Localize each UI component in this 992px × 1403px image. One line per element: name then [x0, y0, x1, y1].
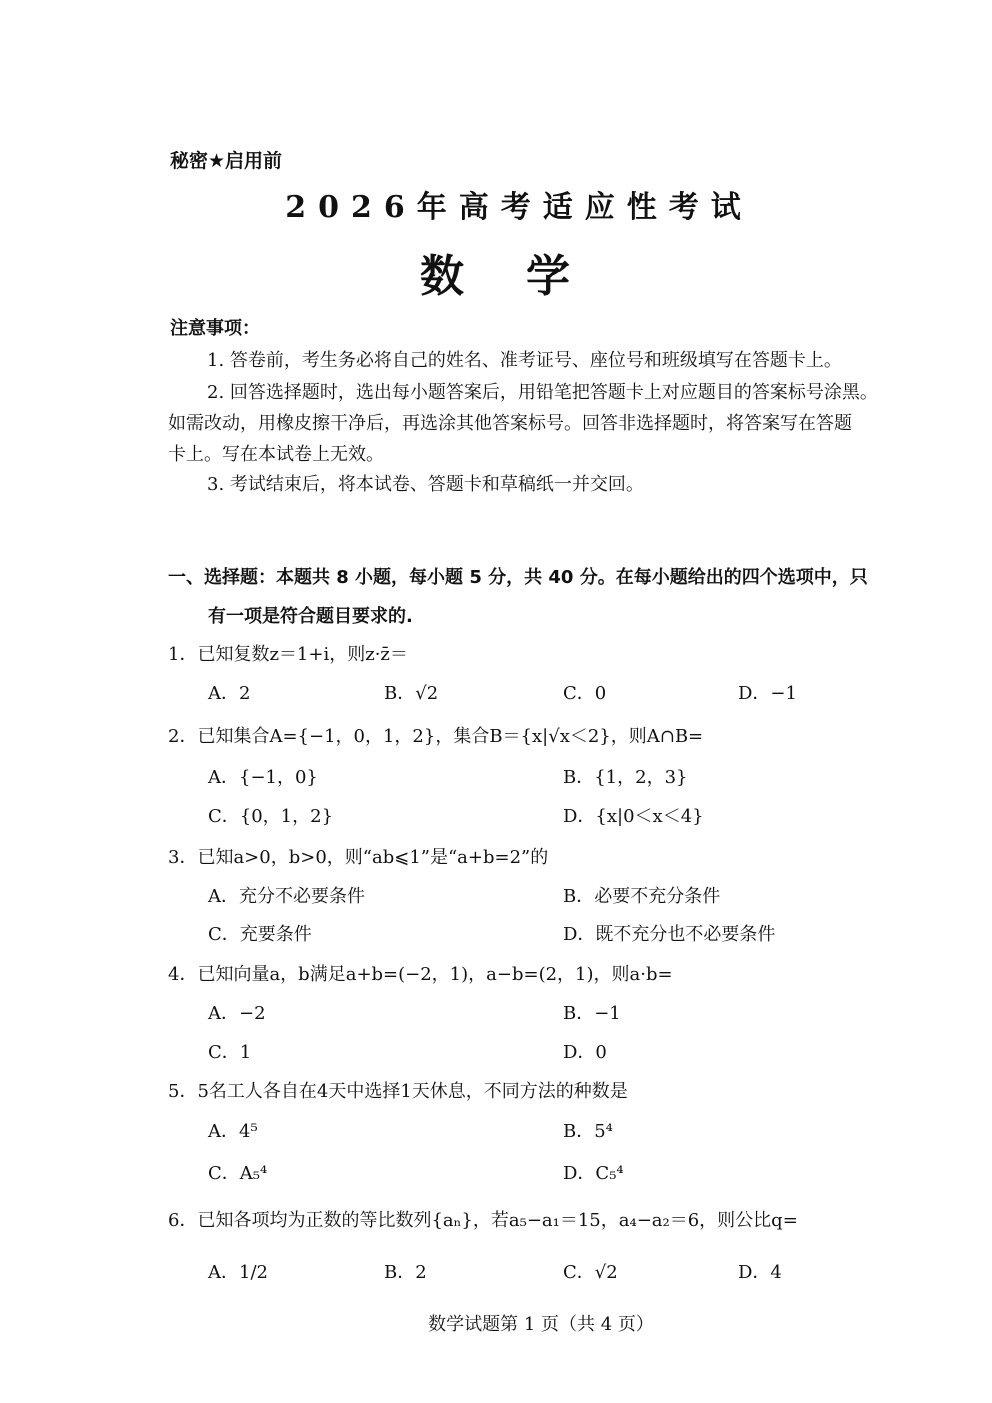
question-number: 4． [168, 964, 198, 985]
option-c: C．充要条件 [208, 924, 312, 945]
notice-heading: 注意事项： [170, 318, 260, 339]
option-b: B．必要不充分条件 [563, 886, 721, 907]
notice-item-2-line-2: 如需改动，用橡皮擦干净后，再选涂其他答案标号。回答非选择题时，将答案写在答题 [168, 413, 852, 434]
question-stem: 已知复数z＝1+i，则z·z̄＝ [197, 644, 408, 665]
question-number: 5． [168, 1081, 198, 1102]
section-heading-line-2: 有一项是符合题目要求的. [208, 606, 413, 627]
option-a: A．充分不必要条件 [208, 886, 365, 907]
option-b: B．√2 [384, 683, 439, 704]
option-c: C．{0，1，2} [208, 806, 334, 827]
option-d: D．4 [738, 1262, 782, 1283]
option-c: C．√2 [563, 1262, 618, 1283]
notice-item-1: 1. 答卷前，考生务必将自己的姓名、准考证号、座位号和班级填写在答题卡上。 [207, 350, 842, 371]
question-stem: 5名工人各自在4天中选择1天休息，不同方法的种数是 [197, 1081, 628, 1102]
confidential-label: 秘密★启用前 [170, 150, 283, 172]
question-1 [168, 640, 408, 666]
question-6 [168, 1206, 798, 1232]
option-c: C．0 [563, 683, 607, 704]
option-d: D．既不充分也不必要条件 [563, 924, 776, 945]
option-b: B．5⁴ [563, 1121, 613, 1142]
question-number: 3． [168, 847, 198, 868]
exam-title: 2026年高考适应性考试 [285, 190, 753, 225]
option-d: D．C₅⁴ [563, 1163, 624, 1184]
option-b: B．2 [384, 1262, 427, 1283]
question-4 [168, 960, 673, 986]
option-c: C．A₅⁴ [208, 1163, 268, 1184]
option-d: D．−1 [738, 683, 797, 704]
question-number: 1． [168, 644, 198, 665]
question-5 [168, 1077, 628, 1103]
page-footer: 数学试题第 1 页（共 4 页） [428, 1314, 654, 1335]
question-stem: 已知向量a，b满足a+b=(−2，1)，a−b=(2，1)，则a·b= [197, 964, 673, 985]
section-heading-line-1: 一、选择题：本题共 8 小题，每小题 5 分，共 40 分。在每小题给出的四个选项中，只 [168, 567, 868, 588]
option-a: A．{−1，0} [208, 767, 318, 788]
question-number: 2． [168, 726, 198, 747]
option-b: B．{1，2，3} [563, 767, 688, 788]
option-a: A．4⁵ [208, 1121, 258, 1142]
notice-item-3: 3. 考试结束后，将本试卷、答题卡和草稿纸一并交回。 [207, 474, 644, 495]
question-number: 6． [168, 1210, 198, 1231]
question-stem: 已知a>0，b>0，则“ab⩽1”是“a+b=2”的 [197, 847, 549, 868]
question-stem: 已知各项均为正数的等比数列{aₙ}，若a₅−a₁＝15，a₄−a₂＝6，则公比q= [197, 1210, 798, 1231]
option-d: D．0 [563, 1042, 607, 1063]
question-stem: 已知集合A={−1，0，1，2}，集合B＝{x|√x＜2}，则A∩B= [197, 726, 704, 747]
option-a: A．2 [208, 683, 251, 704]
question-2 [168, 722, 703, 748]
notice-item-2-line-1: 2. 回答选择题时，选出每小题答案后，用铅笔把答题卡上对应题目的答案标号涂黑。 [207, 382, 878, 403]
option-a: A．1/2 [208, 1262, 268, 1283]
notice-item-2-line-3: 卡上。写在本试卷上无效。 [168, 444, 384, 465]
option-b: B．−1 [563, 1003, 621, 1024]
subject-title: 数学 [420, 251, 632, 302]
option-a: A．−2 [208, 1003, 266, 1024]
option-c: C．1 [208, 1042, 252, 1063]
question-3 [168, 843, 548, 869]
option-d: D．{x|0＜x＜4} [563, 806, 704, 827]
